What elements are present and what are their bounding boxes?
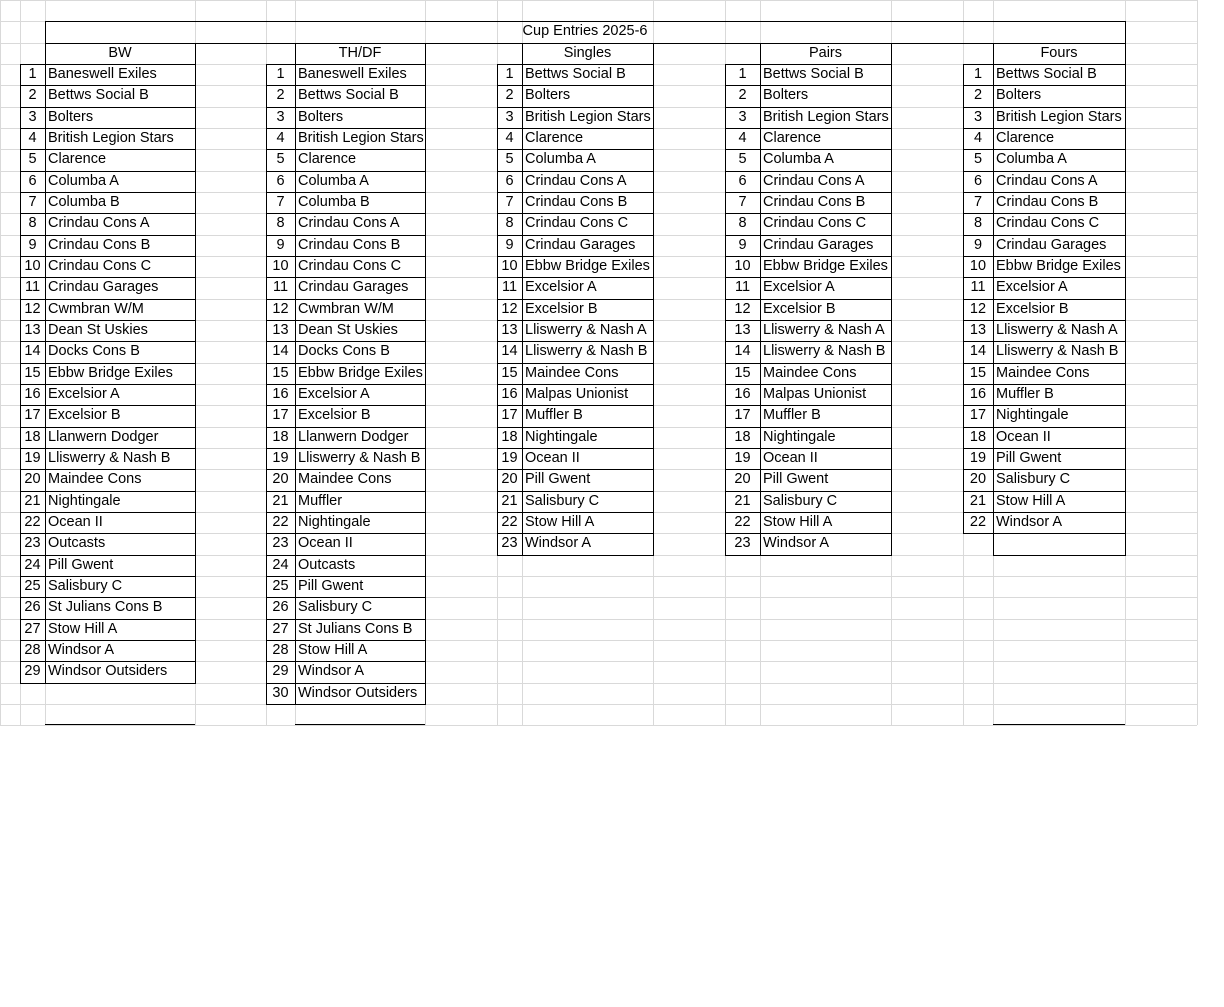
entry-name: Crindau Garages — [48, 279, 159, 295]
entry-number: 2 — [973, 87, 983, 103]
entry-number: 18 — [272, 429, 289, 445]
entry-name: Columba A — [48, 173, 119, 189]
entry-number: 14 — [24, 343, 41, 359]
entry-number: 9 — [738, 237, 747, 253]
entry-number: 17 — [501, 407, 518, 423]
entry-number: 2 — [505, 87, 514, 103]
entry-name: Ocean II — [298, 535, 353, 551]
entry-name: St Julians Cons B — [298, 621, 413, 637]
entry-name: Bettws Social B — [763, 66, 864, 82]
entry-name: Maindee Cons — [48, 471, 142, 487]
entry-name: Clarence — [996, 130, 1055, 146]
entry-name: Ocean II — [525, 450, 580, 466]
entry-name: Stow Hill A — [525, 514, 595, 530]
entry-number: 12 — [24, 301, 41, 317]
entry-number: 19 — [969, 450, 987, 466]
entry-name: Ebbw Bridge Exiles — [996, 258, 1121, 274]
entry-name: Windsor A — [996, 514, 1063, 530]
entry-name: St Julians Cons B — [48, 599, 163, 615]
column-header-0: BW — [108, 45, 132, 61]
entry-number: 6 — [505, 173, 514, 189]
entry-name: Clarence — [48, 151, 107, 167]
entry-name: Bolters — [48, 109, 94, 125]
entry-number: 29 — [272, 663, 289, 679]
entry-name: Salisbury C — [763, 493, 838, 509]
entry-number: 18 — [734, 429, 751, 445]
entry-number: 13 — [24, 322, 41, 338]
entry-number: 1 — [28, 66, 37, 82]
entry-name: Lliswerry & Nash B — [298, 450, 421, 466]
entry-name: Maindee Cons — [996, 365, 1090, 381]
entry-number: 8 — [276, 215, 285, 231]
entry-name: Nightingale — [763, 429, 836, 445]
entry-number: 4 — [738, 130, 747, 146]
entry-name: Nightingale — [298, 514, 371, 530]
entry-number: 16 — [969, 386, 987, 402]
entry-number: 27 — [24, 621, 41, 637]
entry-number: 6 — [738, 173, 747, 189]
entry-number: 14 — [734, 343, 751, 359]
entry-number: 12 — [272, 301, 289, 317]
entry-number: 12 — [734, 301, 751, 317]
entry-number: 25 — [24, 578, 41, 594]
entry-name: Baneswell Exiles — [298, 66, 407, 82]
entry-number: 16 — [734, 386, 751, 402]
entry-name: Outcasts — [48, 535, 106, 551]
entry-name: Baneswell Exiles — [48, 66, 157, 82]
empty-cell-border — [994, 534, 1126, 556]
entry-name: Maindee Cons — [298, 471, 392, 487]
entry-name: Columba A — [996, 151, 1067, 167]
sheet-title: Cup Entries 2025-6 — [522, 23, 648, 39]
entry-name: Crindau Garages — [298, 279, 409, 295]
entry-number: 20 — [734, 471, 751, 487]
entry-name: Nightingale — [525, 429, 598, 445]
entry-name: Llanwern Dodger — [48, 429, 159, 445]
entry-name: Ocean II — [996, 429, 1051, 445]
entry-number: 10 — [272, 258, 289, 274]
entry-name: Windsor Outsiders — [48, 663, 168, 679]
entry-number: 20 — [272, 471, 289, 487]
entry-name: Excelsior A — [996, 279, 1068, 295]
entry-name: Stow Hill A — [298, 642, 368, 658]
entry-number: 10 — [24, 258, 41, 274]
entry-number: 11 — [24, 279, 41, 295]
entry-number: 17 — [24, 407, 41, 423]
entry-name: Dean St Uskies — [48, 322, 148, 338]
entry-name: Excelsior B — [763, 301, 836, 317]
entry-name: Stow Hill A — [763, 514, 833, 530]
entry-number: 30 — [272, 685, 289, 701]
entry-number: 5 — [28, 151, 37, 167]
entry-name: British Legion Stars — [525, 109, 651, 125]
entry-name: Windsor A — [525, 535, 592, 551]
entry-name: Crindau Cons C — [525, 215, 629, 231]
entry-name: Salisbury C — [996, 471, 1071, 487]
entry-name: Docks Cons B — [298, 343, 390, 359]
entry-number: 16 — [501, 386, 518, 402]
entry-number: 7 — [973, 194, 983, 210]
entry-name: Ocean II — [48, 514, 103, 530]
entry-name: Lliswerry & Nash A — [996, 322, 1118, 338]
entry-number: 11 — [970, 279, 986, 295]
entry-number: 21 — [969, 493, 987, 509]
entry-name: Bettws Social B — [298, 87, 399, 103]
entry-name: Salisbury C — [298, 599, 373, 615]
entry-name: Crindau Cons A — [298, 215, 400, 231]
entry-number: 13 — [272, 322, 289, 338]
entry-number: 4 — [973, 130, 983, 146]
entry-number: 20 — [969, 471, 987, 487]
entry-number: 7 — [28, 194, 37, 210]
entry-name: Crindau Garages — [525, 237, 636, 253]
entry-number: 18 — [24, 429, 41, 445]
entry-name: Llanwern Dodger — [298, 429, 409, 445]
entry-name: Stow Hill A — [996, 493, 1066, 509]
entry-number: 12 — [501, 301, 518, 317]
entry-name: Bolters — [996, 87, 1042, 103]
entry-name: Muffler — [298, 493, 343, 509]
entry-name: Stow Hill A — [48, 621, 118, 637]
entry-name: Malpas Unionist — [525, 386, 629, 402]
entry-number: 10 — [969, 258, 987, 274]
entry-name: Excelsior A — [763, 279, 835, 295]
entry-number: 14 — [501, 343, 518, 359]
entry-name: British Legion Stars — [48, 130, 174, 146]
entry-name: Muffler B — [525, 407, 583, 423]
entry-name: Crindau Cons B — [525, 194, 628, 210]
entry-number: 19 — [272, 450, 289, 466]
entry-name: Crindau Cons B — [996, 194, 1099, 210]
entry-number: 1 — [505, 66, 514, 82]
entry-name: Bolters — [525, 87, 571, 103]
entry-number: 8 — [738, 215, 747, 231]
entry-number: 8 — [28, 215, 37, 231]
entry-name: Salisbury C — [525, 493, 600, 509]
entry-number: 4 — [505, 130, 514, 146]
entry-name: Windsor Outsiders — [298, 685, 418, 701]
entry-name: Columba A — [763, 151, 834, 167]
entry-number: 22 — [272, 514, 289, 530]
entry-number: 10 — [734, 258, 751, 274]
entry-number: 5 — [738, 151, 747, 167]
entry-name: Outcasts — [298, 557, 356, 573]
entry-number: 16 — [24, 386, 41, 402]
entry-name: Columba A — [298, 173, 369, 189]
entry-name: Cwmbran W/M — [48, 301, 144, 317]
entry-name: Muffler B — [763, 407, 821, 423]
entry-name: Crindau Garages — [996, 237, 1107, 253]
entry-number: 7 — [505, 194, 514, 210]
entry-name: Ocean II — [763, 450, 818, 466]
entry-name: Nightingale — [996, 407, 1069, 423]
entry-number: 3 — [505, 109, 514, 125]
entry-name: Crindau Garages — [763, 237, 874, 253]
entry-number: 22 — [734, 514, 751, 530]
entry-name: Clarence — [298, 151, 357, 167]
entry-name: Pill Gwent — [298, 578, 364, 594]
entry-number: 7 — [738, 194, 747, 210]
entry-number: 14 — [969, 343, 987, 359]
entry-number: 18 — [501, 429, 518, 445]
entry-name: Columba B — [298, 194, 370, 210]
entry-name: Windsor A — [763, 535, 830, 551]
entry-name: Excelsior B — [48, 407, 121, 423]
entry-number: 8 — [505, 215, 514, 231]
entry-number: 12 — [969, 301, 987, 317]
entry-number: 16 — [272, 386, 289, 402]
entry-number: 6 — [28, 173, 37, 189]
entry-number: 9 — [28, 237, 37, 253]
entry-name: Malpas Unionist — [763, 386, 867, 402]
entry-name: Bettws Social B — [996, 66, 1097, 82]
entry-number: 11 — [272, 279, 289, 295]
entry-number: 6 — [973, 173, 983, 189]
entry-name: Dean St Uskies — [298, 322, 398, 338]
entry-name: British Legion Stars — [996, 109, 1122, 125]
entry-number: 10 — [501, 258, 518, 274]
entry-number: 23 — [501, 535, 518, 551]
entry-name: British Legion Stars — [298, 130, 424, 146]
entry-name: Bolters — [298, 109, 344, 125]
entry-name: Ebbw Bridge Exiles — [763, 258, 888, 274]
entry-name: Columba B — [48, 194, 120, 210]
entry-number: 17 — [734, 407, 751, 423]
entry-number: 13 — [969, 322, 987, 338]
entry-number: 17 — [272, 407, 289, 423]
entry-number: 23 — [734, 535, 751, 551]
entry-number: 15 — [734, 365, 751, 381]
entry-number: 8 — [973, 215, 983, 231]
entry-number: 21 — [501, 493, 518, 509]
entry-name: Clarence — [525, 130, 584, 146]
entry-name: Windsor A — [298, 663, 365, 679]
entry-number: 4 — [28, 130, 37, 146]
entry-number: 20 — [501, 471, 518, 487]
entry-name: Pill Gwent — [763, 471, 829, 487]
entry-name: Pill Gwent — [48, 557, 114, 573]
entry-number: 5 — [276, 151, 285, 167]
entry-number: 15 — [969, 365, 987, 381]
entry-name: British Legion Stars — [763, 109, 889, 125]
entry-number: 7 — [276, 194, 285, 210]
entry-number: 3 — [738, 109, 747, 125]
entry-number: 17 — [969, 407, 987, 423]
entry-name: Bolters — [763, 87, 809, 103]
entry-number: 23 — [24, 535, 41, 551]
entry-name: Lliswerry & Nash B — [525, 343, 648, 359]
entry-name: Crindau Cons C — [48, 258, 152, 274]
entry-number: 1 — [738, 66, 747, 82]
entry-name: Crindau Cons B — [763, 194, 866, 210]
entry-name: Excelsior A — [525, 279, 597, 295]
entry-number: 27 — [272, 621, 289, 637]
entry-number: 20 — [24, 471, 41, 487]
entry-name: Bettws Social B — [48, 87, 149, 103]
entry-name: Crindau Cons C — [996, 215, 1100, 231]
entry-number: 25 — [272, 578, 289, 594]
entry-number: 5 — [505, 151, 514, 167]
entry-number: 26 — [24, 599, 41, 615]
entry-number: 21 — [24, 493, 41, 509]
entry-name: Excelsior A — [48, 386, 120, 402]
entry-name: Maindee Cons — [763, 365, 857, 381]
entry-number: 9 — [276, 237, 285, 253]
entry-number: 19 — [501, 450, 518, 466]
entry-number: 5 — [973, 151, 983, 167]
entry-name: Crindau Cons B — [48, 237, 151, 253]
entry-number: 3 — [973, 109, 983, 125]
entry-number: 3 — [28, 109, 37, 125]
entry-name: Nightingale — [48, 493, 121, 509]
column-header-2: Singles — [563, 45, 612, 61]
entry-number: 24 — [24, 557, 41, 573]
entry-name: Cwmbran W/M — [298, 301, 394, 317]
entry-number: 26 — [272, 599, 289, 615]
entry-name: Lliswerry & Nash A — [763, 322, 885, 338]
entry-name: Excelsior A — [298, 386, 370, 402]
entry-number: 9 — [505, 237, 514, 253]
entry-number: 23 — [272, 535, 289, 551]
entry-number: 11 — [501, 279, 518, 295]
entry-number: 29 — [24, 663, 41, 679]
entry-number: 3 — [276, 109, 285, 125]
entry-number: 15 — [272, 365, 289, 381]
entry-number: 13 — [734, 322, 751, 338]
column-header-3: Pairs — [808, 45, 843, 61]
entry-number: 2 — [738, 87, 747, 103]
entry-number: 28 — [24, 642, 41, 658]
entry-number: 28 — [272, 642, 289, 658]
entry-name: Crindau Cons B — [298, 237, 401, 253]
entry-name: Pill Gwent — [996, 450, 1062, 466]
entry-number: 2 — [276, 87, 285, 103]
entry-number: 21 — [272, 493, 289, 509]
entry-number: 9 — [973, 237, 983, 253]
entry-name: Lliswerry & Nash A — [525, 322, 647, 338]
entry-name: Crindau Cons A — [996, 173, 1098, 189]
column-header-1: TH/DF — [338, 45, 382, 61]
entry-number: 4 — [276, 130, 285, 146]
entry-number: 22 — [969, 514, 987, 530]
entry-number: 14 — [272, 343, 289, 359]
entry-name: Excelsior B — [298, 407, 371, 423]
entry-number: 19 — [24, 450, 41, 466]
entry-number: 19 — [734, 450, 751, 466]
entry-name: Muffler B — [996, 386, 1054, 402]
entry-name: Crindau Cons C — [763, 215, 867, 231]
entry-number: 1 — [973, 66, 983, 82]
entry-name: Ebbw Bridge Exiles — [525, 258, 650, 274]
entry-name: Ebbw Bridge Exiles — [298, 365, 423, 381]
entry-name: Excelsior B — [996, 301, 1069, 317]
entry-name: Lliswerry & Nash B — [763, 343, 886, 359]
entry-name: Salisbury C — [48, 578, 123, 594]
entry-number: 21 — [734, 493, 751, 509]
entry-name: Excelsior B — [525, 301, 598, 317]
column-header-4: Fours — [1040, 45, 1078, 61]
entry-name: Lliswerry & Nash B — [48, 450, 171, 466]
entry-name: Pill Gwent — [525, 471, 591, 487]
entry-name: Lliswerry & Nash B — [996, 343, 1119, 359]
entry-name: Docks Cons B — [48, 343, 140, 359]
entry-name: Crindau Cons A — [525, 173, 627, 189]
entry-name: Crindau Cons A — [763, 173, 865, 189]
entry-name: Clarence — [763, 130, 822, 146]
entry-number: 18 — [969, 429, 987, 445]
entry-number: 1 — [276, 66, 285, 82]
entry-name: Windsor A — [48, 642, 115, 658]
entry-number: 2 — [28, 87, 37, 103]
entry-name: Ebbw Bridge Exiles — [48, 365, 173, 381]
entry-name: Crindau Cons C — [298, 258, 402, 274]
entry-number: 11 — [734, 279, 751, 295]
entry-number: 13 — [501, 322, 518, 338]
entry-name: Columba A — [525, 151, 596, 167]
entry-name: Crindau Cons A — [48, 215, 150, 231]
entry-number: 6 — [276, 173, 285, 189]
entry-number: 15 — [24, 365, 41, 381]
entry-name: Bettws Social B — [525, 66, 626, 82]
entry-number: 22 — [24, 514, 41, 530]
entry-name: Maindee Cons — [525, 365, 619, 381]
entry-number: 15 — [501, 365, 518, 381]
entry-number: 22 — [501, 514, 518, 530]
entry-number: 24 — [272, 557, 289, 573]
